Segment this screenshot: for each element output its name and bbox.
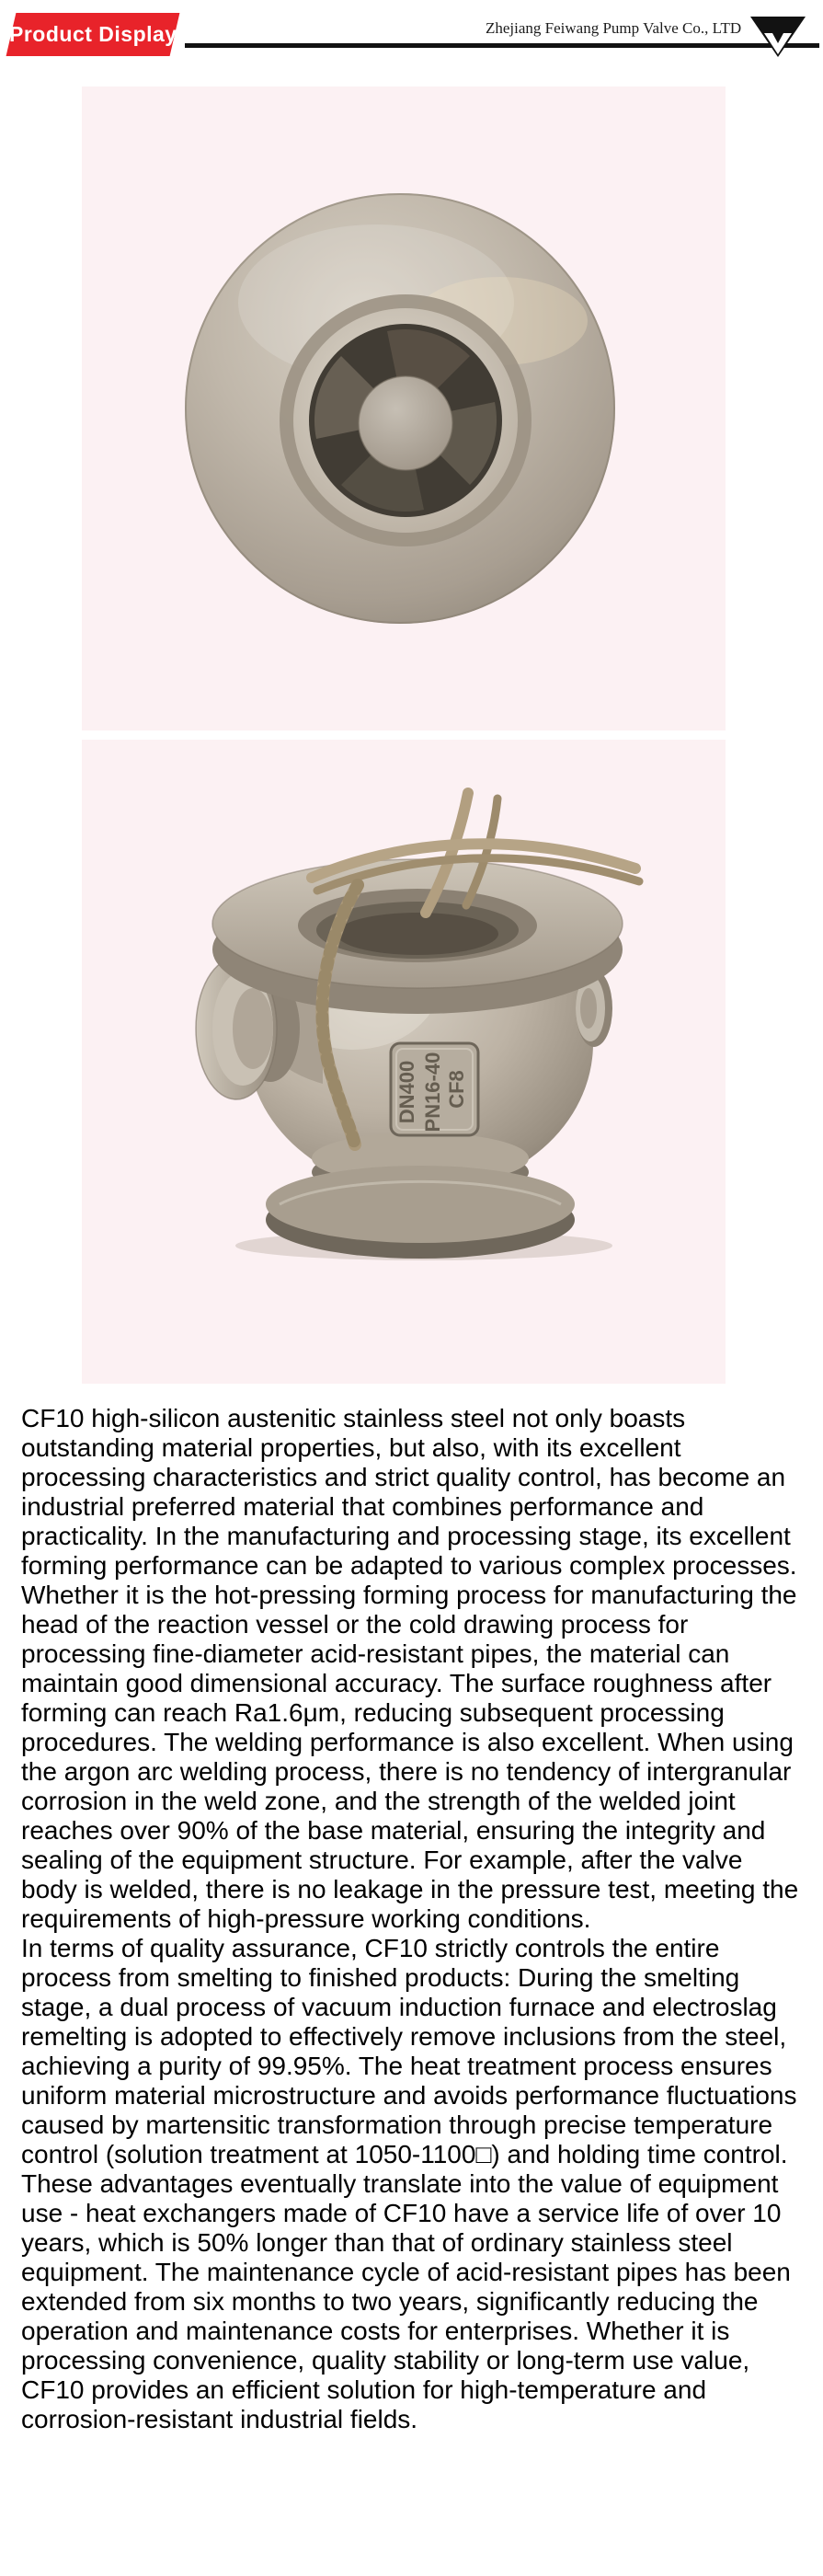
impeller-hub [359, 376, 452, 470]
valve-body-illustration [82, 740, 726, 1384]
product-display-badge-label: Product Display [8, 22, 177, 46]
product-description [21, 1404, 799, 2434]
product-photo-impeller [82, 86, 726, 730]
company-name: Zhejiang Feiwang Pump Valve Co., LTD [486, 19, 742, 37]
product-display-badge [6, 13, 180, 56]
valve-nameplate-text: DN400 PN16-40 CF8 [395, 1052, 468, 1133]
brand-logo-icon [749, 16, 806, 58]
header-divider-line [185, 43, 819, 48]
description-paragraph-2: In terms of quality assurance, CF10 strictly controls the entire process from smelting to finished products: During the smelting stage, a dual process of vacuum induction furnace and electroslag remelting is adopted to effectively remove inclusions from the steel, achieving a purity of 99.95%. The heat treatment process ensures uniform material microstructure and avoids performance fluctuations caused by martensitic transformation through precise temperature control (solution treatment at 1050-1100□) and holding time control. These advantages eventually translate into the value of equipment use - heat exchangers made of CF10 have a service life of over 10 years, which is 50% longer than that of ordinary stainless steel equipment. The maintenance cycle of acid-resistant pipes has been extended from six months to two years, significantly reducing the operation and maintenance costs for enterprises. Whether it is processing convenience, quality stability or long-term use value, CF10 provides an efficient solution for high-temperature and corrosion-resistant industrial fields. [21, 1934, 797, 2433]
page-header [0, 0, 823, 64]
valve-top-flange [212, 859, 623, 1014]
valve-nameplate [391, 1043, 478, 1135]
product-photo-valve-body [82, 740, 726, 1384]
description-paragraph-1: CF10 high-silicon austenitic stainless steel not only boasts outstanding material properties, but also, with its excellent processing characteristics and strict quality control, has become an industrial preferred material that combines performance and practicality. In the manufacturing and processing stage, its excellent forming performance can be adapted to various complex processes. Whether it is the hot-pressing forming process for manufacturing the head of the reaction vessel or the cold drawing process for processing fine-diameter acid-resistant pipes, the material can maintain good dimensional accuracy. The surface roughness after forming can reach Ra1.6μm, reducing subsequent processing procedures. The welding performance is also excellent. When using the argon arc welding process, there is no tendency of intergranular corrosion in the weld zone, and the strength of the welded joint reaches over 90% of the base material, ensuring the integrity and sealing of the equipment structure. For example, after the valve body is welded, there is no leakage in the pressure test, meeting the requirements of high-pressure working conditions. [21, 1404, 799, 1933]
impeller-illustration [82, 86, 726, 730]
